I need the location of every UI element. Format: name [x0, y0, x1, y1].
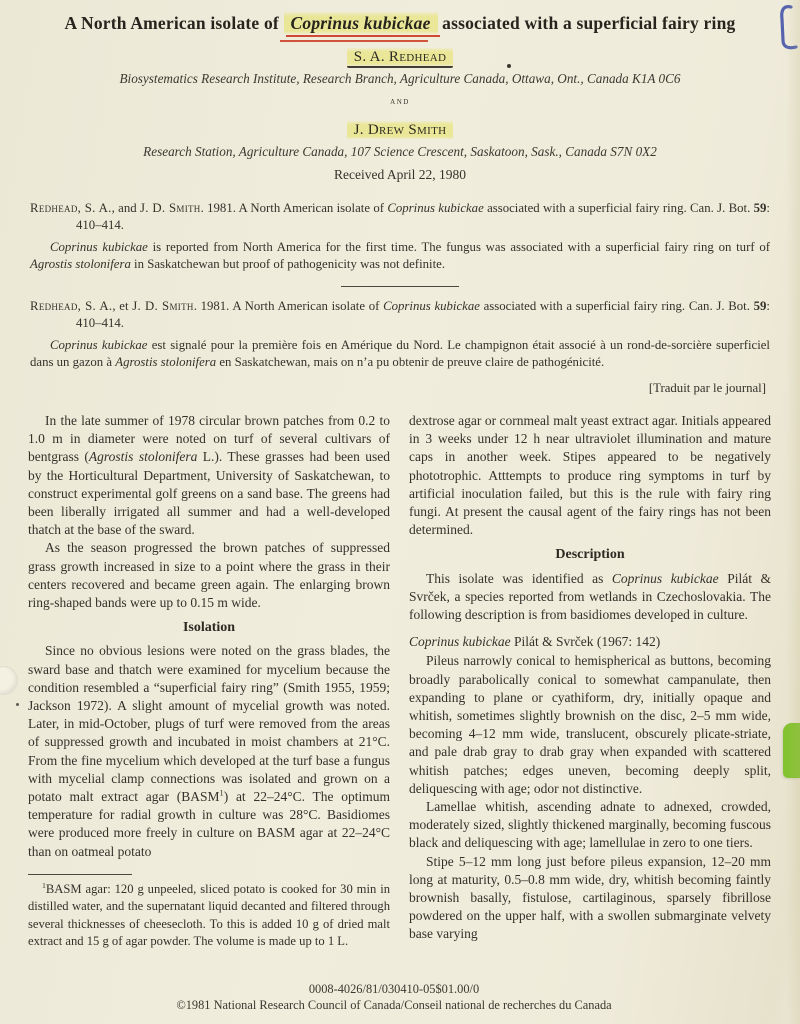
body-paragraph: dextrose agar or cornmeal malt yeast extract agar. Initials appeared in 3 weeks under 12 h near ultraviolet illumination and mature caps in another week. Stipes appeared to be negatively phototrophic. Atttempts to produce ring symptoms in turf by artificial inoculation failed, but this is the rule with fairy ring fungi. At present the causal agent of the fairy rings has not been determined.	[409, 413, 771, 538]
left-column	[28, 412, 390, 951]
abstract-english: Coprinus kubickae is reported from North America for the first time. The fungus was associated with a superficial fairy ring on turf of Agrostis stolonifera in Saskatchewan but proof of pathogenicity was not definite.	[30, 240, 770, 271]
blue-ink-mark	[772, 4, 800, 52]
section-heading-isolation: Isolation	[182, 620, 236, 636]
body-paragraph: Pileus narrowly conical to hemispherical as buttons, becoming broadly parabolically conical to somewhat campanulate, then expanding to plane or cyathiform, dry, initially opaque and whitish, sometimes slightly brownish on the disc, 2–5 mm wide, becoming 4–12 mm wide, translucent, obscurely plicate-striate, and pale drab gray to drab gray when expanded with scattered whitish patches; edges uneven, becoming deeply split, deliquescing with age; odor not distinctive.	[409, 653, 771, 796]
and-separator: and	[390, 96, 410, 107]
body-paragraph: As the season progressed the brown patches of suppressed grass growth increased in size to a point where the grass in their centers recovered and became green again. The enlarging brown ring-shaped bands were up to 0.15 m wide.	[28, 540, 390, 611]
species-heading: Coprinus kubickae Pilát & Svrček (1967: 142)	[409, 634, 661, 650]
abstract-section	[30, 200, 770, 397]
body-paragraph: Lamellae whitish, ascending adnate to adnexed, crowded, moderately sized, slightly thickened marginally, becoming fuscous black and deliquescing with age; lamellulae in zero to one tiers.	[409, 799, 771, 851]
body-paragraph: Stipe 5–12 mm long just before pileus expansion, 12–20 mm long at maturity, 0.5–0.8 mm wide, dry, whitish becoming faintly brownish basally, fistulose, cartilaginous, sparsely fibrillose powdered on the upper half, with a swollen submarginate velvety base varying	[409, 853, 771, 942]
abstract-french: Coprinus kubickae est signalé pour la première fois en Amérique du Nord. Le champignon était associé à un rond-de-sorcière superficiel dans un gazon à Agrostis stolonifera en Saskatchewan, mais on n’a pu obtenir de preuve claire de pathogénicité.	[30, 338, 770, 369]
ink-dot-mark	[16, 703, 19, 706]
body-paragraph: In the late summer of 1978 circular brown patches from 0.2 to 1.0 m in diameter were noted on turf of several cultivars of bentgrass (Agrostis stolonifera L.). These grasses had been used by the Horticultural Department, University of Saskatchewan, to construct experimental golf greens on a sand base. The greens had been liberally irrigated all summer and had a well-developed thatch at the base of the sward.	[28, 413, 391, 538]
received-date: Received April 22, 1980	[334, 167, 466, 182]
page-footer	[0, 981, 788, 1013]
body-paragraph: Since no obvious lesions were noted on the grass blades, the sward base and thatch were examined for mycelium because the condition resembled a “superficial fairy ring” (Smith 1955, 1959; Jackson 1972). A slight amount of mycelial growth was noted. Later, in mid-October, plugs of turf were removed from the areas of suppressed growth and incubated in moist chambers at 21°C. From the fine mycelium which developed at the turf base a fungus with mycelial clamp connections was isolated and grown on a potato malt extract agar (BASM$^1$) at 22–24°C. The optimum temperature for radial growth in culture was 28°C. Basidiomes were produced more freely in culture on BASM agar at 22–24°C than on oatmeal potato	[28, 643, 390, 859]
abstract-divider	[341, 286, 459, 287]
translation-note: [Traduit par le journal]	[648, 381, 766, 395]
section-heading-description: Description	[555, 547, 625, 563]
hole-punch-mark	[0, 667, 17, 694]
issn-line: 0008-4026/81/030410-05$01.00/0	[308, 982, 480, 996]
body-paragraph: This isolate was identified as Coprinus kubickae Pilát & Svrček, a species reported from wetlands in Czechoslovakia. The following description is from basidiomes developed in culture.	[409, 570, 771, 623]
green-highlight-tab	[783, 723, 800, 778]
paper-header	[0, 0, 800, 183]
citation-french: Redhead, S. A., et J. D. Smith. 1981. A North American isolate of Coprinus kubickae associated with a superficial fairy ring. Can. J. Bot. 59: 410–414.	[30, 299, 770, 330]
affiliation-smith: Research Station, Agriculture Canada, 107 Science Crescent, Saskatoon, Sask., Canada S7N 0X2	[143, 144, 657, 159]
citation-english: Redhead, S. A., and J. D. Smith. 1981. A North American isolate of Coprinus kubickae associated with a superficial fairy ring. Can. J. Bot. 59: 410–414.	[30, 201, 770, 232]
article-body	[28, 412, 772, 951]
footnote-rule	[28, 874, 132, 875]
ink-dot-mark	[507, 64, 511, 68]
copyright-line: ©1981 National Research Council of Canada/Conseil national de recherches du Canada	[176, 998, 612, 1012]
affiliation-redhead: Biosystematics Research Institute, Research Branch, Agriculture Canada, Ottawa, Ont., Canada K1A 0C6	[119, 71, 681, 86]
footnote-basm: $^1$BASM agar: 120 g unpeeled, sliced potato is cooked for 30 min in distilled water, and the supernatant liquid decanted and filtered through several thicknesses of cheesecloth. To this is added 10 g of dried malt extract and 15 g of agar powder. The volume is made up to 1 L.	[28, 880, 390, 949]
author-redhead: S. A. Redhead	[0, 49, 800, 66]
paper-title: A North American isolate of Coprinus kubickae associated with a superficial fairy ring	[64, 13, 736, 33]
right-column	[409, 412, 771, 951]
author-smith: J. Drew Smith	[0, 122, 800, 139]
